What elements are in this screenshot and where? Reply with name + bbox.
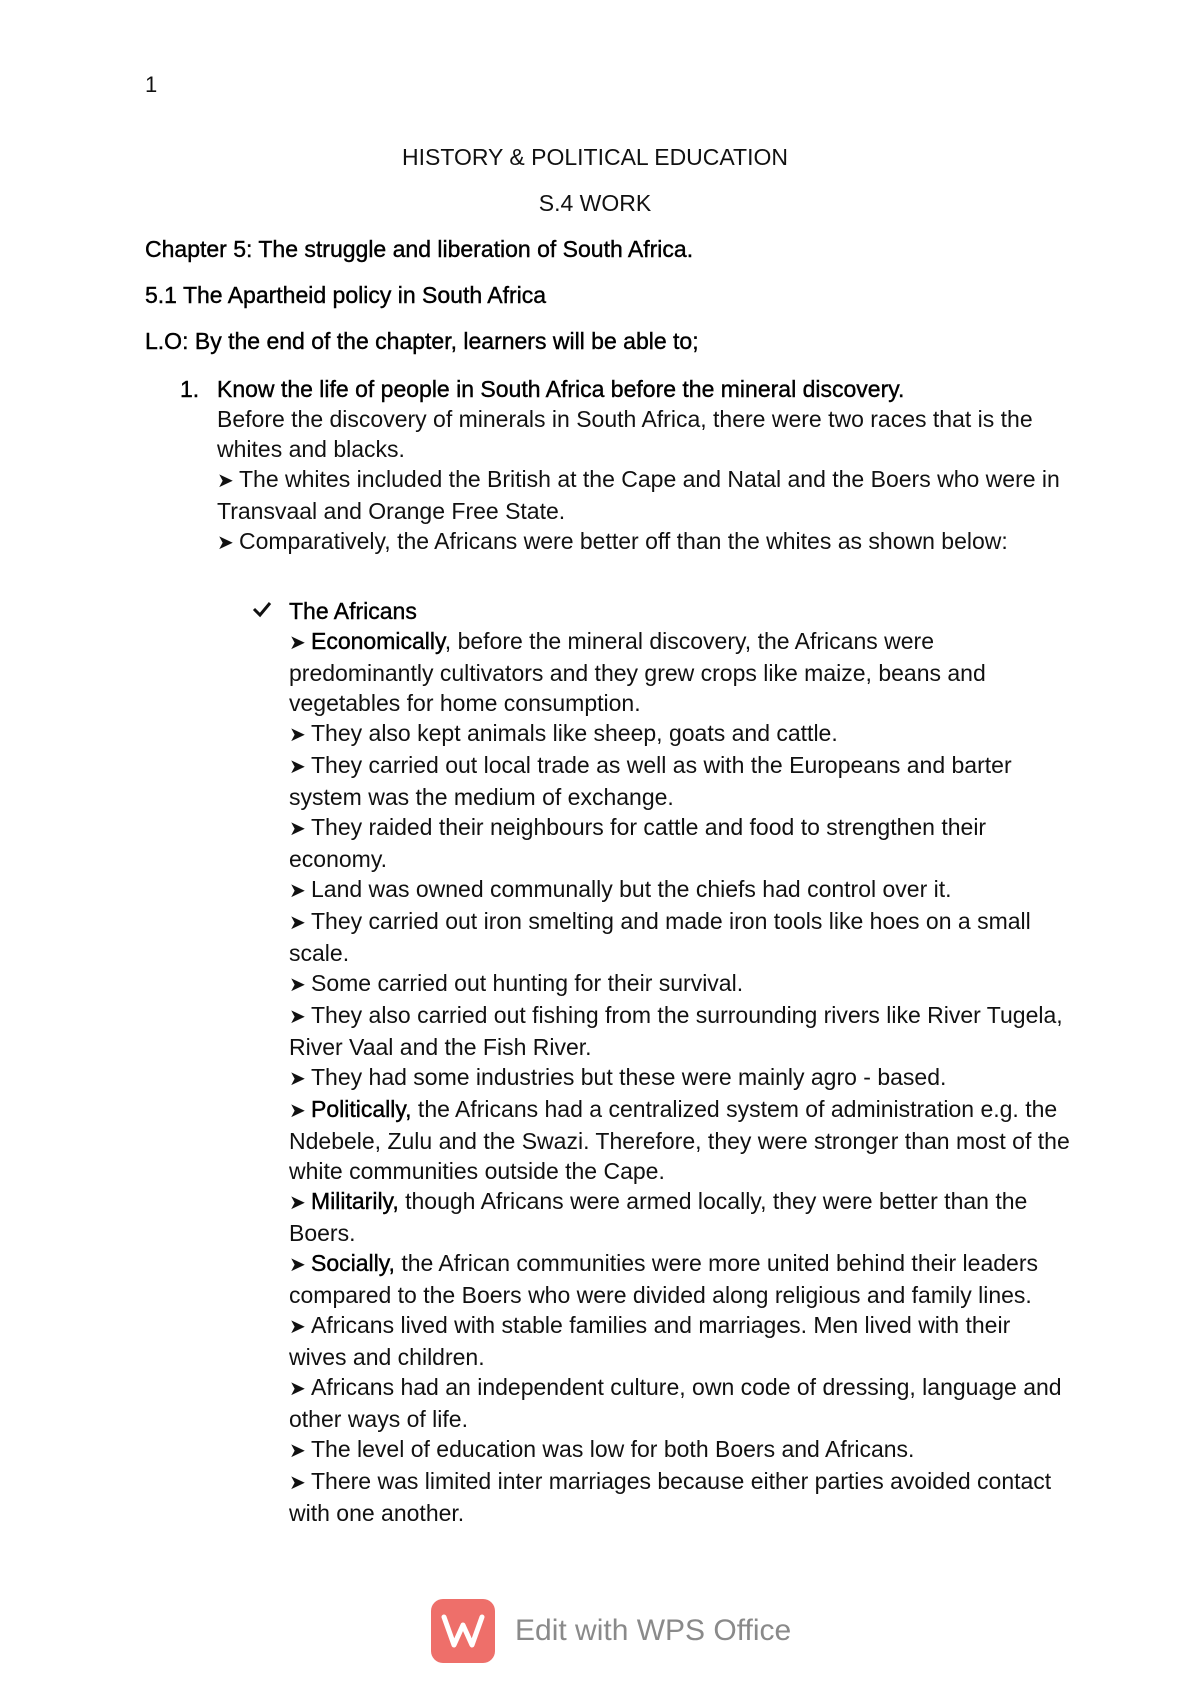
check-icon xyxy=(252,596,276,626)
section-heading: 5.1 The Apartheid policy in South Africa xyxy=(145,282,547,308)
list-number: 1. xyxy=(180,376,200,402)
bullet-point: ➤ Africans had an independent culture, own code of dressing, language and other ways of life. xyxy=(289,1374,1062,1432)
arrowhead-icon: ➤ xyxy=(289,1068,306,1090)
arrowhead-icon: ➤ xyxy=(289,756,306,778)
wps-office-logo-icon xyxy=(431,1599,495,1663)
bullet-point: ➤ Socially, the African communities were more united behind their leaders compared to the Boers who were divided along religious and family lines. xyxy=(289,1250,1038,1308)
bullet-point: ➤ They carried out local trade as well as with the Europeans and barter system was the medium of exchange. xyxy=(289,752,1012,810)
arrowhead-icon: ➤ xyxy=(289,974,306,996)
intro-paragraph: Before the discovery of minerals in South Africa, there were two races that is the whites and blacks. xyxy=(217,406,1033,462)
arrowhead-icon: ➤ xyxy=(217,532,234,554)
bullet-point: ➤ There was limited inter marriages because either parties avoided contact with one another. xyxy=(289,1468,1052,1526)
arrowhead-icon: ➤ xyxy=(289,1254,306,1276)
arrowhead-icon: ➤ xyxy=(289,1440,306,1462)
bullet-point: ➤ Africans lived with stable families and marriages. Men lived with their wives and children. xyxy=(289,1312,1011,1370)
arrowhead-icon: ➤ xyxy=(289,1006,306,1028)
bullet-point: ➤ They carried out iron smelting and made iron tools like hoes on a small scale. xyxy=(289,908,1031,966)
bullet-point: ➤ Land was owned communally but the chiefs had control over it. xyxy=(289,874,1072,906)
watermark-text: Edit with WPS Office xyxy=(515,1614,792,1647)
arrowhead-icon: ➤ xyxy=(289,632,306,654)
bullet-point: ➤ Comparatively, the Africans were better off than the whites as shown below: xyxy=(217,526,1060,558)
arrowhead-icon: ➤ xyxy=(289,1316,306,1338)
arrowhead-icon: ➤ xyxy=(289,880,306,902)
wps-watermark[interactable] xyxy=(431,1598,791,1664)
arrowhead-icon: ➤ xyxy=(289,818,306,840)
arrowhead-icon: ➤ xyxy=(289,1192,306,1214)
bullet-point: ➤ They also carried out fishing from the surrounding rivers like River Tugela, River Vaal and the Fish River. xyxy=(289,1002,1063,1060)
bullet-point: ➤ They also kept animals like sheep, goats and cattle. xyxy=(289,718,1072,750)
numbered-list-item xyxy=(180,374,1060,558)
chapter-heading: Chapter 5: The struggle and liberation of South Africa. xyxy=(145,236,694,262)
bullet-point: ➤ The whites included the British at the Cape and Natal and the Boers who were in Transvaal and Orange Free State. xyxy=(217,466,1060,524)
bullet-point: ➤ The level of education was low for both Boers and Africans. xyxy=(289,1434,1072,1466)
bullet-point: ➤ They had some industries but these were mainly agro - based. xyxy=(289,1062,1072,1094)
arrowhead-icon: ➤ xyxy=(289,724,306,746)
bullet-point: ➤ Economically, before the mineral discovery, the Africans were predominantly cultivators and they grew crops like maize, beans and vegetables for home consumption. xyxy=(289,628,986,716)
bullet-point: ➤ Some carried out hunting for their survival. xyxy=(289,968,1072,1000)
arrowhead-icon: ➤ xyxy=(289,1472,306,1494)
africans-section xyxy=(252,596,1072,1528)
bullet-point: ➤ Militarily, though Africans were armed locally, they were better than the Boers. xyxy=(289,1188,1028,1246)
document-subtitle: S.4 WORK xyxy=(538,190,652,216)
learning-outcome: L.O: By the end of the chapter, learners will be able to; xyxy=(145,328,699,354)
document-title: HISTORY & POLITICAL EDUCATION xyxy=(402,144,788,170)
bullet-point: ➤ They raided their neighbours for cattle and food to strengthen their economy. xyxy=(289,814,987,872)
arrowhead-icon: ➤ xyxy=(289,1100,306,1122)
list-item-title: Know the life of people in South Africa before the mineral discovery. xyxy=(217,376,905,402)
page-number: 1 xyxy=(145,72,158,97)
arrowhead-icon: ➤ xyxy=(289,912,306,934)
africans-title: The Africans xyxy=(289,598,417,624)
bullet-point: ➤ Politically, the Africans had a centralized system of administration e.g. the Ndebele, Zulu and the Swazi. Therefore, they were stronger than most of the white communities outside the Cape. xyxy=(289,1096,1070,1184)
arrowhead-icon: ➤ xyxy=(217,470,234,492)
arrowhead-icon: ➤ xyxy=(289,1378,306,1400)
